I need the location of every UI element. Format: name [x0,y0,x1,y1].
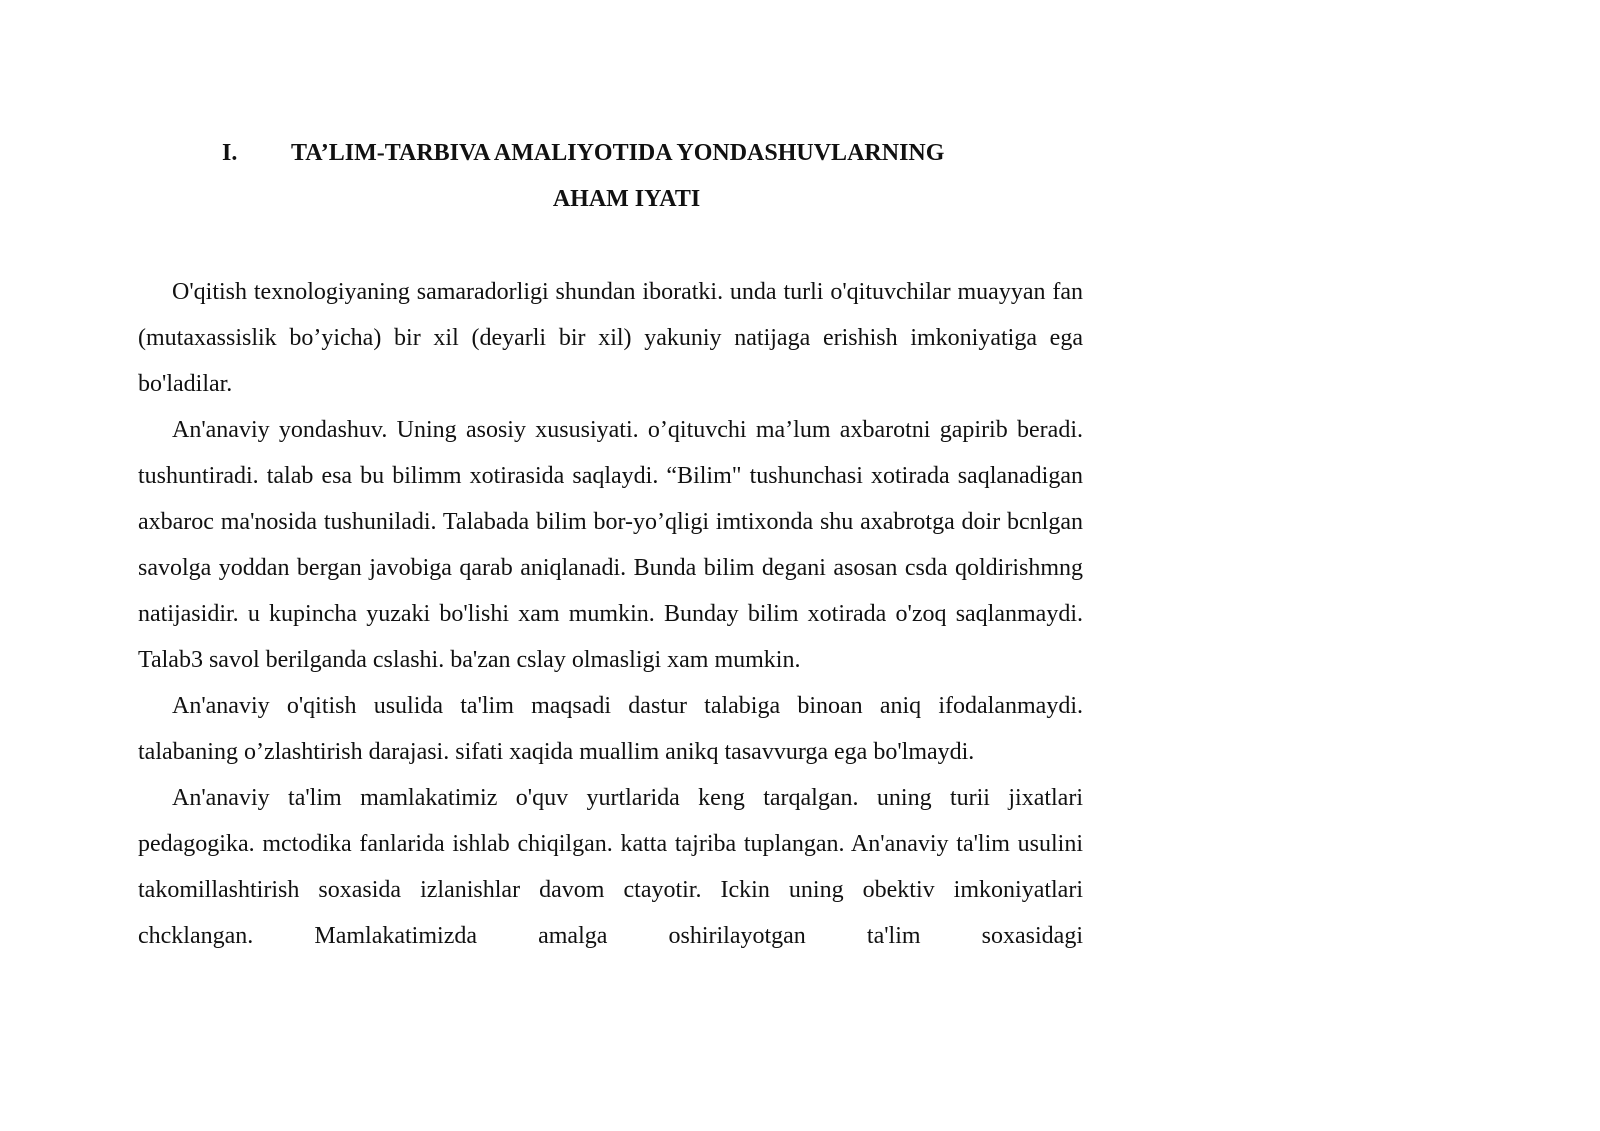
section-title-line1: TA’LIM-TARBIVA AMALIYOTIDA YONDASHUVLARNING [291,140,945,166]
section-number: I. [222,140,238,166]
paragraph: O'qitish texnologiyaning samaradorligi shundan iboratki. unda turli o'qituvchilar muayyan fan (mutaxassislik bo’yicha) bir xil (deyarli bir xil) yakuniy natijaga erishish imkoniyatiga ega bo'ladilar. [138,279,1083,397]
section-heading [0,130,1600,222]
body-text [138,269,1083,959]
paragraph: An'anaviy ta'lim mamlakatimiz o'quv yurtlarida keng tarqalgan. uning turii jixatlari pedagogika. mctodika fanlarida ishlab chiqilgan. katta tajriba tuplangan. An'anaviy ta'lim usulini takomillashtirish soxasida izlanishlar davom ctayotir. Ickin uning obektiv imkoniyatlari chcklangan. Mamlakatimizda amalga oshirilayotgan ta'lim soxasidagi [138,785,1083,949]
section-heading-line1 [0,130,1600,176]
paragraph: An'anaviy yondashuv. Uning asosiy xususiyati. o’qituvchi ma’lum axbarotni gapirib beradi. tushuntiradi. talab esa bu bilimm xotirasida saqlaydi. “Bilim" tushunchasi xotirada saqlanadigan axbaroc ma'nosida tushuniladi. Talabada bilim bor-yo’qligi imtixonda shu axabrotga doir bcnlgan savolga yoddan bergan javobiga qarab aniqlanadi. Bunda bilim degani asosan csda qoldirishmng natijasidir. u kupincha yuzaki bo'lishi xam mumkin. Bunday bilim xotirada o'zoq saqlanmaydi. Talab3 savol berilganda cslashi. ba'zan cslay olmasligi xam mumkin. [138,417,1083,673]
paragraph: An'anaviy o'qitish usulida ta'lim maqsadi dastur talabiga binoan aniq ifodalanmaydi. talabaning o’zlashtirish darajasi. sifati xaqida muallim anikq tasavvurga ega bo'lmaydi. [138,693,1083,765]
section-title-line2: AHAM IYATI [552,186,701,212]
